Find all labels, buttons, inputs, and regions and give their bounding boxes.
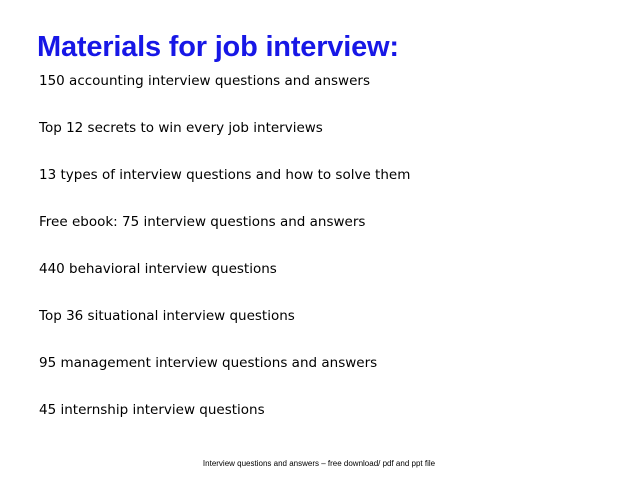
- slide-footer: [0, 458, 638, 470]
- list-item: Top 36 situational interview questions: [39, 308, 295, 324]
- list-item: Free ebook: 75 interview questions and answers: [39, 214, 366, 230]
- list-item: 45 internship interview questions: [39, 402, 265, 418]
- materials-list: [39, 69, 410, 445]
- slide-title: Materials for job interview:: [37, 31, 399, 63]
- list-item: 440 behavioral interview questions: [39, 261, 277, 277]
- list-item: Top 12 secrets to win every job interviews: [39, 120, 323, 136]
- list-item: 150 accounting interview questions and answers: [39, 73, 370, 89]
- list-item: 95 management interview questions and answers: [39, 355, 378, 371]
- list-item: 13 types of interview questions and how to solve them: [39, 167, 411, 183]
- footer-text: Interview questions and answers – free download/ pdf and ppt file: [202, 459, 436, 468]
